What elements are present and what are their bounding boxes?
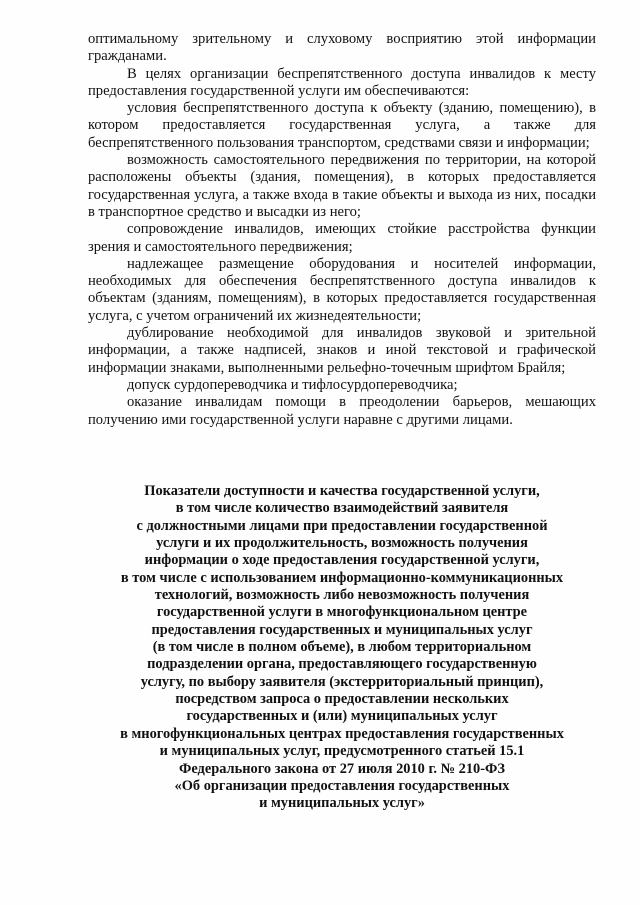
heading-line: в том числе количество взаимодействий заявителя bbox=[175, 500, 509, 517]
heading-line: с должностными лицами при предоставлении государственной bbox=[136, 517, 548, 534]
heading-line: информации о ходе предоставления государственной услуги, bbox=[144, 552, 540, 569]
heading-line: услуги и их продолжительность, возможность получения bbox=[156, 535, 528, 552]
paragraph-3: условия беспрепятственного доступа к объекту (зданию, помещению), в котором предоставляется государственная услуга, а также для беспрепятственного пользования транспортом, средствами связи и информации; bbox=[88, 100, 596, 151]
body-text bbox=[88, 31, 596, 429]
paragraph-9: оказание инвалидам помощи в преодолении барьеров, мешающих получению ими государственной услуги наравне с другими лицами. bbox=[88, 394, 596, 428]
heading-line: в том числе с использованием информационно-коммуникационных bbox=[120, 569, 564, 586]
section-heading bbox=[88, 483, 596, 813]
paragraph-2: В целях организации беспрепятственного доступа инвалидов к месту предоставления государственной услуги им обеспечиваются: bbox=[88, 65, 596, 99]
heading-line: и муниципальных услуг» bbox=[259, 795, 425, 812]
paragraph-6: надлежащее размещение оборудования и носителей информации, необходимых для обеспечения беспрепятственного доступа инвалидов к объектам (зданиям, помещениям), в которых предоставляется государственная услуга, с учетом ограничений их жизнедеятельности; bbox=[88, 255, 596, 324]
heading-line: технологий, возможность либо невозможность получения bbox=[154, 587, 530, 604]
heading-line: Показатели доступности и качества государственной услуги, bbox=[144, 483, 540, 499]
heading-line: государственных и (или) муниципальных услуг bbox=[186, 708, 498, 725]
heading-line: посредством запроса о предоставлении нескольких bbox=[175, 691, 509, 708]
paragraph-4: возможность самостоятельного передвижения по территории, на которой расположены объекты (здания, помещения), в которых предоставляется государственная услуга, а также входа в такие объекты и выхода из них, посадки в транспортное средство и высадки из него; bbox=[88, 152, 596, 220]
heading-line: Федерального закона от 27 июля 2010 г. № 210-ФЗ bbox=[179, 760, 505, 777]
paragraph-8: допуск сурдопереводчика и тифлосурдопереводчика; bbox=[127, 376, 458, 393]
heading-line: подразделении органа, предоставляющего государственную bbox=[147, 656, 537, 673]
heading-line: (в том числе в полном объеме), в любом территориальном bbox=[152, 639, 532, 656]
paragraph-5: сопровождение инвалидов, имеющих стойкие расстройства функции зрения и самостоятельного передвижения; bbox=[88, 221, 596, 255]
paragraph-1: оптимальному зрительному и слуховому восприятию этой информации гражданами. bbox=[88, 31, 596, 65]
paragraph-7: дублирование необходимой для инвалидов звуковой и зрительной информации, а также надписей, знаков и иной текстовой и графической информации знаками, выполненными рельефно-точечным шрифтом Брайля; bbox=[88, 325, 596, 376]
heading-line: предоставления государственных и муниципальных услуг bbox=[151, 621, 533, 638]
heading-line: услугу, по выбору заявителя (экстерриториальный принцип), bbox=[140, 673, 544, 690]
heading-line: государственной услуги в многофункциональном центре bbox=[156, 604, 528, 621]
heading-line: и муниципальных услуг, предусмотренного статьей 15.1 bbox=[159, 743, 525, 760]
heading-line: в многофункциональных центрах предоставления государственных bbox=[120, 725, 564, 742]
heading-line: «Об организации предоставления государственных bbox=[174, 777, 510, 794]
